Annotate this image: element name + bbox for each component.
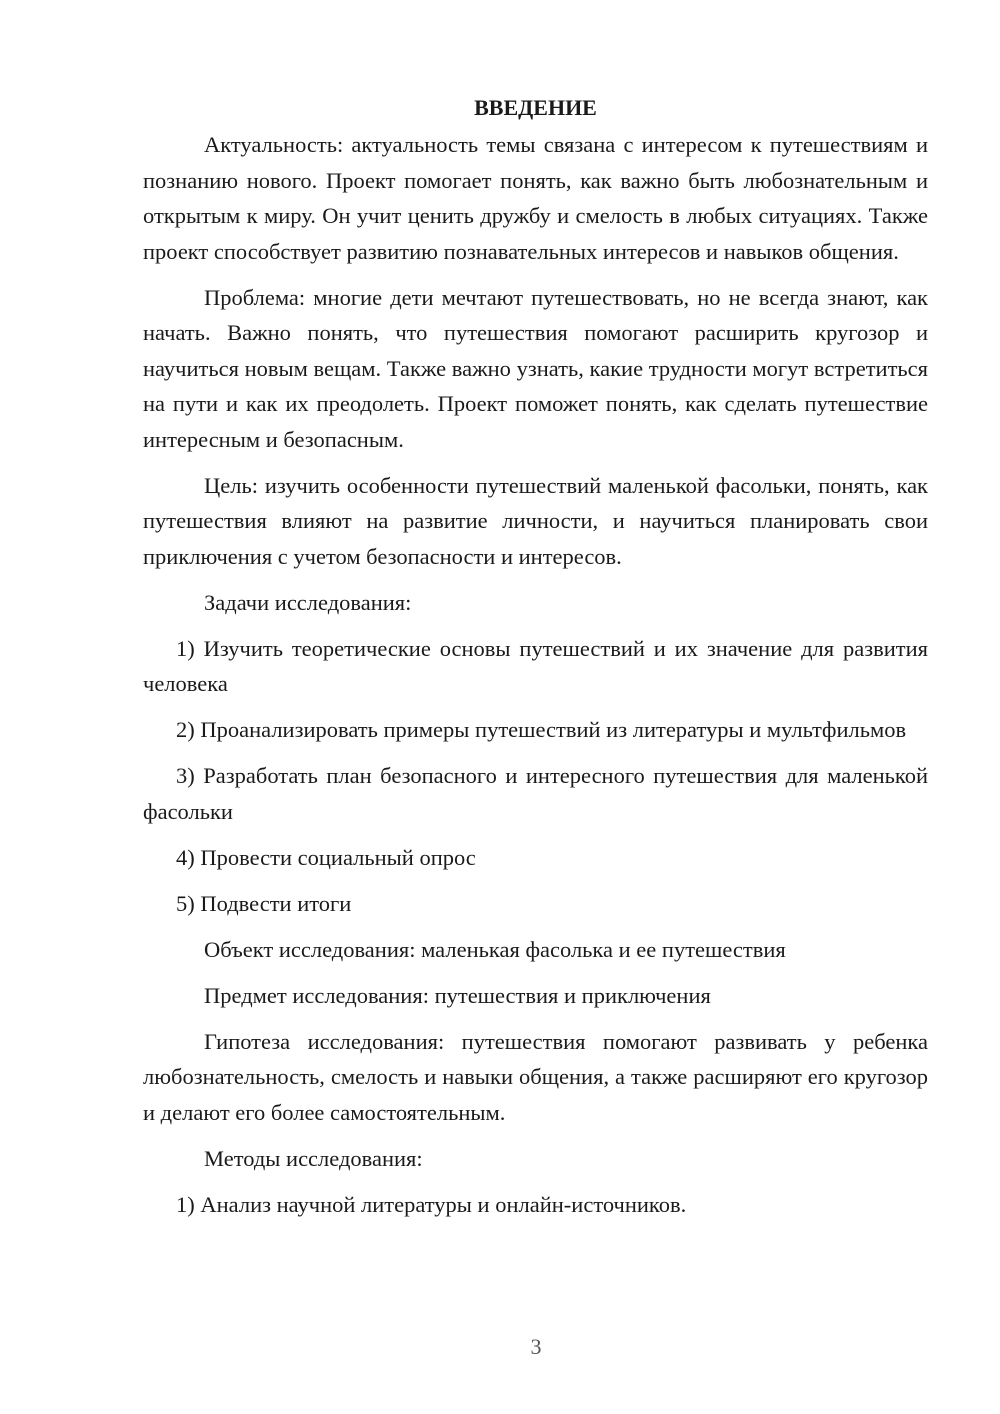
task-item: 2) Проанализировать примеры путешествий из литературы и мультфильмов [176,717,907,742]
document-page [143,92,928,1233]
section-title: ВВЕДЕНИЕ [474,95,597,120]
task-item: 5) Подвести итоги [176,890,352,916]
methods-heading: Методы исследования: [204,1145,423,1171]
page-number: 3 [530,1334,542,1359]
method-item: 1) Анализ научной литературы и онлайн-источников. [176,1191,687,1217]
paragraph-object: Объект исследования: маленькая фасолька и ее путешествия [204,936,786,962]
paragraph-actuality: Актуальность: актуальность темы связана с интересом к путешествиям и познанию нового. Проект помогает понять, как важно быть любознательным и открытым к миру. Он учит ценить дружбу и смелость в любых ситуациях. Также проект способствует развитию познавательных интересов и навыков общения. [143,132,928,264]
task-item: 1) Изучить теоретические основы путешествий и их значение для развития человека [143,635,928,696]
task-item: 3) Разработать план безопасного и интересного путешествия для маленькой фасольки [143,763,928,824]
paragraph-goal: Цель: изучить особенности путешествий маленькой фасольки, понять, как путешествия влияют на развитие личности, и научиться планировать свои приключения с учетом безопасности и интересов. [143,472,928,569]
paragraph-hypothesis: Гипотеза исследования: путешествия помогают развивать у ребенка любознательность, смелость и навыки общения, а также расширяют его кругозор и делают его более самостоятельным. [143,1028,928,1125]
tasks-heading: Задачи исследования: [204,589,412,615]
paragraph-problem: Проблема: многие дети мечтают путешествовать, но не всегда знают, как начать. Важно понять, что путешествия помогают расширить кругозор и научиться новым вещам. Также важно узнать, какие трудности могут встретиться на пути и как их преодолеть. Проект поможет понять, как сделать путешествие интересным и безопасным. [143,284,928,452]
task-item: 4) Провести социальный опрос [176,844,476,870]
paragraph-subject: Предмет исследования: путешествия и приключения [204,982,711,1008]
